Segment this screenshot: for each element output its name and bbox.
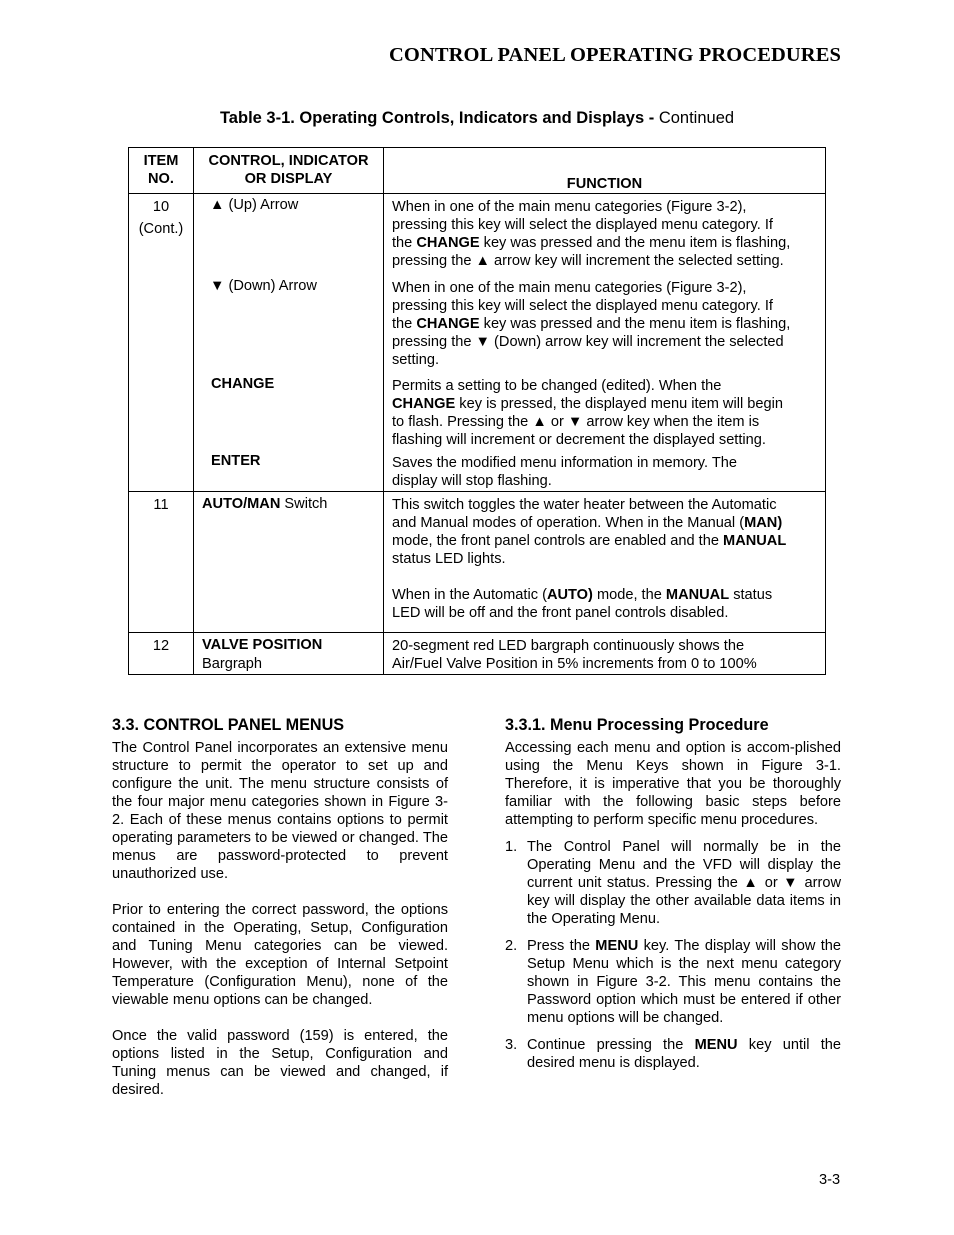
control-auto-man-rest: Switch bbox=[280, 496, 328, 512]
function-auto-man-p2 bbox=[392, 586, 817, 625]
table-caption bbox=[0, 109, 954, 128]
table-row bbox=[129, 492, 826, 633]
fn-bold: CHANGE bbox=[416, 316, 480, 332]
page-header-title: CONTROL PANEL OPERATING PROCEDURES bbox=[389, 44, 841, 66]
function-change-key bbox=[392, 377, 817, 454]
page-number: 3-3 bbox=[819, 1172, 841, 1188]
fn-bold: MANUAL bbox=[723, 533, 787, 549]
function-up-arrow bbox=[392, 198, 817, 279]
fn-text: key was pressed and the menu item is flashing, bbox=[479, 235, 791, 251]
fn-text: key is pressed, the displayed menu item will begin bbox=[455, 396, 783, 412]
fn-text: This switch toggles the water heater between the Automatic bbox=[392, 497, 777, 513]
control-auto-man: AUTO/MAN bbox=[202, 496, 281, 512]
row10-controls bbox=[194, 194, 384, 492]
section-heading: 3.3. CONTROL PANEL MENUS bbox=[112, 716, 345, 734]
fn-text: mode, the front panel controls are enabled and the bbox=[392, 533, 724, 549]
fn-text: When in one of the main menu categories (Figure 3-2), bbox=[392, 199, 747, 215]
fn-bold: AUTO) bbox=[546, 587, 593, 603]
fn-bold: MANUAL bbox=[665, 587, 730, 603]
step-text: key until the desired menu is displayed. bbox=[527, 1037, 842, 1071]
fn-text: pressing the ▼ (Down) arrow key will increment the selected bbox=[392, 334, 784, 350]
table-row bbox=[129, 633, 826, 675]
paragraph: Prior to entering the correct password, the options contained in the Operating, Setup, Configuration and Tuning Menu categories can be viewed. However, with the exception of Internal Setpoint Temperature (Configuration Menu), none of the viewable menu options can be changed. bbox=[112, 902, 448, 1008]
step-number: 2. bbox=[505, 938, 518, 954]
row11-item: 11 bbox=[129, 492, 194, 633]
step-text: Continue pressing the bbox=[527, 1037, 695, 1053]
fn-bold: CHANGE bbox=[416, 235, 480, 251]
list-item bbox=[505, 1036, 841, 1072]
control-change-key: CHANGE bbox=[211, 376, 275, 392]
fn-text: setting. bbox=[392, 352, 440, 368]
header-control-line1: CONTROL, INDICATOR bbox=[208, 153, 369, 169]
fn-text: the bbox=[392, 235, 417, 251]
fn-text: mode, the bbox=[592, 587, 666, 603]
function-enter-key bbox=[392, 454, 817, 490]
row12-item: 12 bbox=[129, 633, 194, 675]
fn-text: display will stop flashing. bbox=[392, 473, 552, 489]
header-item-line1: ITEM bbox=[143, 153, 179, 169]
header-function: FUNCTION bbox=[384, 148, 826, 194]
step-bold: MENU bbox=[595, 938, 639, 954]
procedure-steps bbox=[505, 838, 841, 1072]
fn-text: pressing the ▲ arrow key will increment the selected setting. bbox=[392, 253, 784, 269]
fn-text: Permits a setting to be changed (edited). When the bbox=[392, 378, 722, 394]
row10-item bbox=[129, 194, 194, 492]
list-item bbox=[505, 937, 841, 1027]
fn-bold: MAN) bbox=[744, 515, 783, 531]
row12-control bbox=[194, 633, 384, 675]
step-text: key. The display will show the Setup Menu which is the next menu category shown in Figure 3-2. This menu contains the Password option which must be entered if other menu options will be changed. bbox=[527, 938, 841, 1026]
fn-text: status bbox=[729, 587, 773, 603]
section-control-panel-menus bbox=[112, 715, 448, 1099]
section-menu-processing-procedure bbox=[505, 715, 841, 1081]
section-heading: 3.3.1. Menu Processing Procedure bbox=[505, 716, 769, 734]
paragraph: The Control Panel incorporates an extensive menu structure to permit the operator to set up and configure the unit. The menu structure consists of the four major menu categories shown in Figure 3-2. Each of these menus contains options to permit operating parameters to be viewed or changed. The menus are password-protected to prevent unauthorized use. bbox=[112, 740, 448, 882]
step-text: The Control Panel will normally be in the Operating Menu and the VFD will display the current unit status. Pressing the ▲ or ▼ arrow key will display the other available data items in the Operating Menu. bbox=[527, 839, 841, 927]
fn-text: pressing this key will select the displayed menu category. If bbox=[392, 298, 773, 314]
fn-text: When in the Automatic ( bbox=[392, 587, 547, 603]
fn-text: and Manual modes of operation. When in the Manual ( bbox=[392, 515, 745, 531]
control-valve-position: VALVE POSITION bbox=[202, 637, 323, 653]
controls-table bbox=[128, 147, 826, 675]
step-number: 3. bbox=[505, 1037, 518, 1053]
row10-item-sub: (Cont.) bbox=[138, 221, 184, 237]
list-item bbox=[505, 838, 841, 928]
header-control-line2: OR DISPLAY bbox=[244, 171, 333, 187]
fn-text: the bbox=[392, 316, 417, 332]
step-number: 1. bbox=[505, 839, 518, 855]
control-down-arrow: ▼ (Down) Arrow bbox=[210, 278, 317, 294]
fn-text: to flash. Pressing the ▲ or ▼ arrow key when the item is bbox=[392, 414, 760, 430]
fn-text: Air/Fuel Valve Position in 5% increments from 0 to 100% bbox=[392, 656, 757, 672]
fn-text: key was pressed and the menu item is flashing, bbox=[479, 316, 791, 332]
fn-text: Saves the modified menu information in memory. The bbox=[392, 455, 738, 471]
fn-text: 20-segment red LED bargraph continuously shows the bbox=[392, 638, 745, 654]
fn-text: LED will be off and the front panel controls disabled. bbox=[392, 605, 729, 621]
table-header-row bbox=[129, 148, 826, 194]
step-bold: MENU bbox=[694, 1037, 738, 1053]
header-item-line2: NO. bbox=[148, 171, 174, 187]
fn-text: When in one of the main menu categories (Figure 3-2), bbox=[392, 280, 747, 296]
row10-item-no: 10 bbox=[152, 199, 170, 215]
paragraph: Accessing each menu and option is accom-plished using the Menu Keys shown in Figure 3-1. Therefore, it is imperative that you be thoroughly familiar with the following basic steps before attempting to perform specific menu procedures. bbox=[505, 740, 841, 828]
function-auto-man-p1 bbox=[392, 496, 817, 586]
header-control bbox=[194, 148, 384, 194]
table-caption-bold: Table 3-1. Operating Controls, Indicators and Displays - bbox=[219, 109, 655, 127]
paragraph: Once the valid password (159) is entered, the options listed in the Setup, Configuration and Tuning menus can be viewed and changed, if desired. bbox=[112, 1028, 448, 1098]
fn-text: flashing will increment or decrement the displayed setting. bbox=[392, 432, 766, 448]
control-up-arrow: ▲ (Up) Arrow bbox=[210, 197, 299, 213]
step-text: Press the bbox=[527, 938, 596, 954]
row12-function bbox=[384, 633, 826, 675]
control-valve-position-rest: Bargraph bbox=[202, 656, 263, 672]
row11-control bbox=[194, 492, 384, 633]
function-down-arrow bbox=[392, 279, 817, 377]
fn-text: status LED lights. bbox=[392, 551, 506, 567]
table-caption-rest: Continued bbox=[654, 109, 735, 127]
table-row bbox=[129, 194, 826, 492]
header-item-no bbox=[129, 148, 194, 194]
control-enter-key: ENTER bbox=[211, 453, 261, 469]
row11-function bbox=[384, 492, 826, 633]
row10-functions bbox=[384, 194, 826, 492]
fn-text: pressing this key will select the displayed menu category. If bbox=[392, 217, 773, 233]
fn-bold: CHANGE bbox=[392, 396, 456, 412]
